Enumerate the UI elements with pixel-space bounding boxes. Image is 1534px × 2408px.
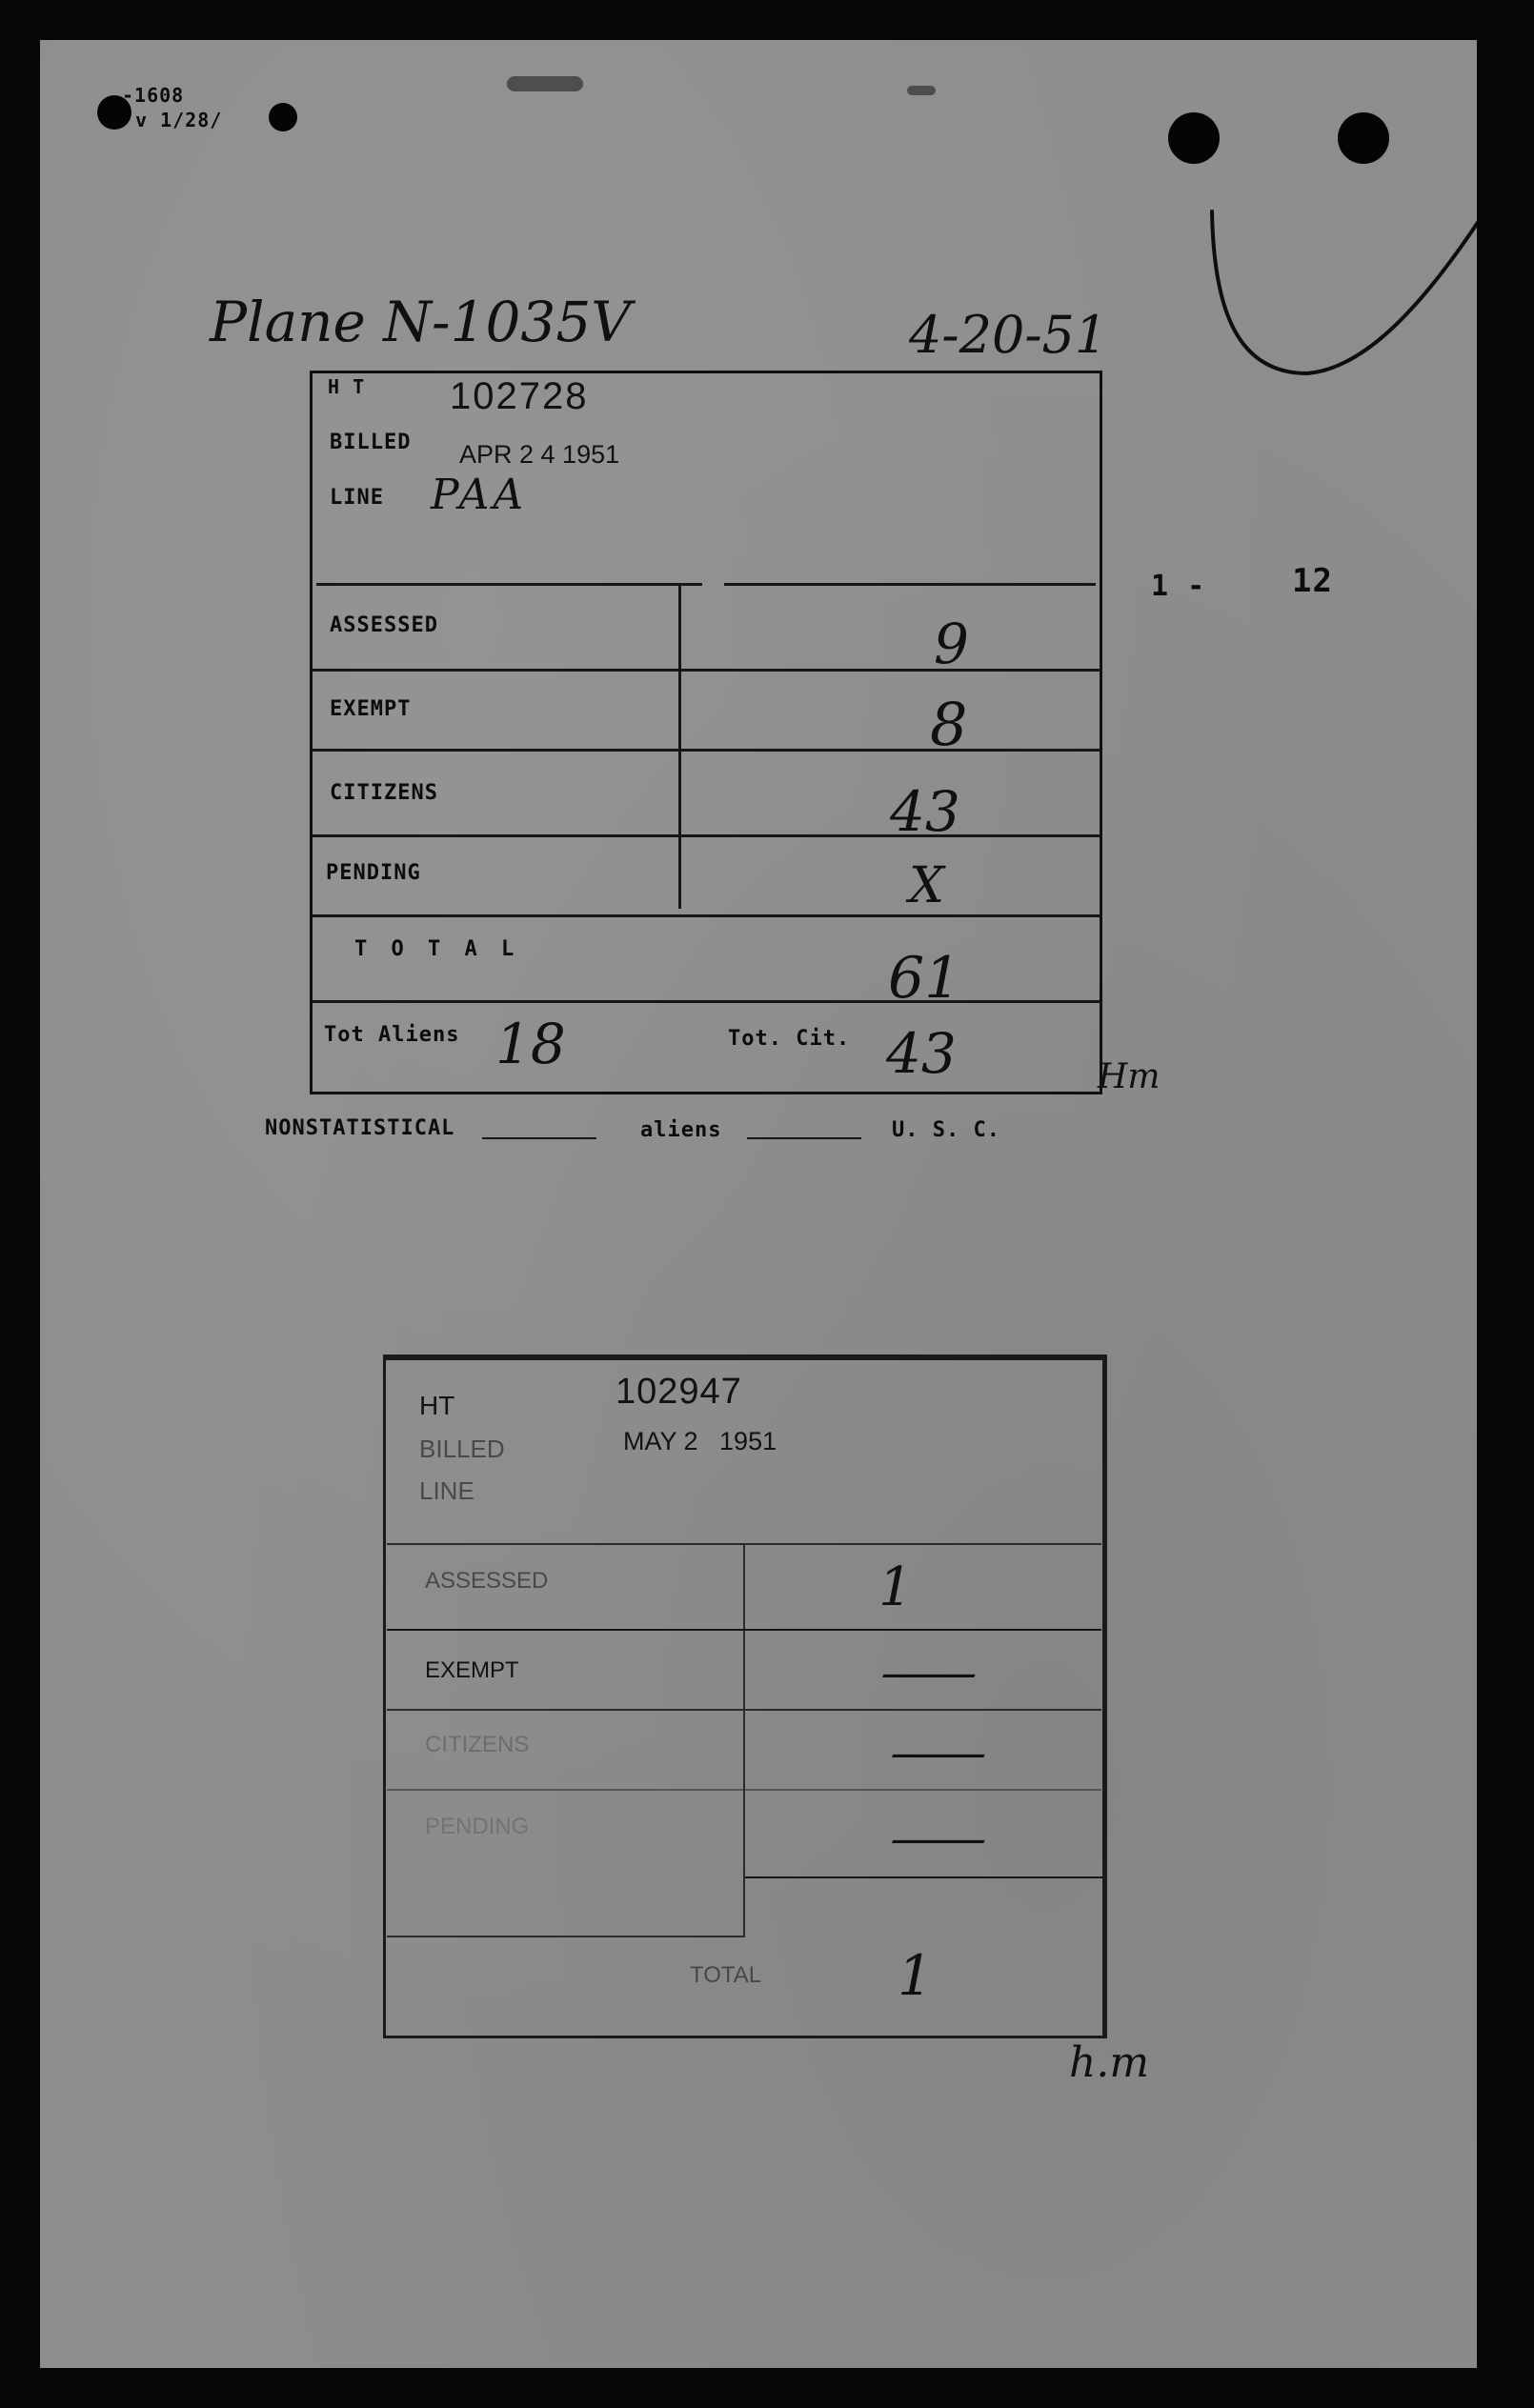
aliens-label: aliens [640,1118,722,1142]
form2-rule [387,1789,1101,1791]
tot-aliens-value: 18 [495,1012,566,1076]
nonstatistical-blank [482,1137,596,1139]
total-label: T O T A L [354,937,520,961]
form1-rule [313,914,1100,917]
page-mark: 12 [1292,562,1333,600]
exempt-value: 8 [930,690,968,759]
punch-hole-right [1338,112,1389,164]
pending-value-2: — [888,1812,989,1865]
form2-rule [387,1629,1101,1631]
ht-number: 102728 [450,375,589,417]
billed-date: APR 2 4 1951 [459,440,620,469]
assessed-value-2: 1 [878,1556,913,1618]
billed-date-2: MAY 2 1951 [623,1427,777,1455]
inspector-initials-2: h.m [1069,2038,1150,2087]
form2-rule [745,1876,1103,1878]
document-page [40,40,1477,2368]
tot-cit-value: 43 [886,1021,957,1086]
total-value: 61 [888,945,961,1012]
form1-rule-top-left [316,583,702,586]
ink-smudge-2 [907,86,936,95]
form2-rule [387,1709,1101,1711]
total-value-2: 1 [898,1943,933,2008]
airline-code: PAA [431,471,528,519]
total-label-2: TOTAL [690,1962,762,1988]
form1-column-divider [678,583,681,909]
pending-label: PENDING [326,861,421,885]
form1-rule [313,749,1100,752]
form-number: -1608 [122,84,185,107]
billed-label: BILLED [330,431,412,454]
billed-label-2: BILLED [419,1435,505,1463]
assessed-label-2: ASSESSED [425,1568,549,1594]
exempt-value-2: — [878,1646,979,1699]
pending-label-2: PENDING [425,1814,530,1839]
form1-rule-top-right [724,583,1096,586]
ht-label: H T [328,375,366,398]
form2-rule [387,1936,745,1937]
ht-number-2: 102947 [616,1372,742,1412]
pending-value: X [909,857,945,914]
corner-blot-2 [269,103,297,131]
usc-label: U. S. C. [892,1118,1000,1142]
tot-cit-label: Tot. Cit. [728,1027,851,1051]
assessed-label: ASSESSED [330,613,438,637]
form-date: 4-20-51 [909,305,1108,365]
form1-rule [313,834,1100,837]
line-label: LINE [330,486,384,510]
citizens-label-2: CITIZENS [425,1732,530,1757]
aliens-blank [747,1137,861,1139]
ink-smudge [507,76,583,91]
punch-hole-left [1168,112,1220,164]
citizens-value-2: — [888,1726,989,1779]
citizens-value: 43 [890,779,960,844]
ht-label-2: HT [419,1391,455,1420]
assessed-value: 9 [934,612,969,676]
nonstatistical-label: NONSTATISTICAL [265,1116,455,1140]
inspector-initials: Hm [1098,1057,1161,1096]
plane-number: Plane N-1035V [210,290,632,354]
citizens-label: CITIZENS [330,781,438,805]
arrival-tally-form-1 [310,371,1102,1094]
exempt-label-2: EXEMPT [425,1657,519,1683]
tot-aliens-label: Tot Aliens [324,1023,460,1047]
dash-mark: 1 - [1151,570,1206,603]
line-label-2: LINE [419,1476,474,1505]
form1-rule [313,1000,1100,1003]
form-revision: v 1/28/ [135,109,223,131]
check-mark [1202,173,1477,421]
exempt-label: EXEMPT [330,697,412,721]
form1-rule [313,669,1100,672]
